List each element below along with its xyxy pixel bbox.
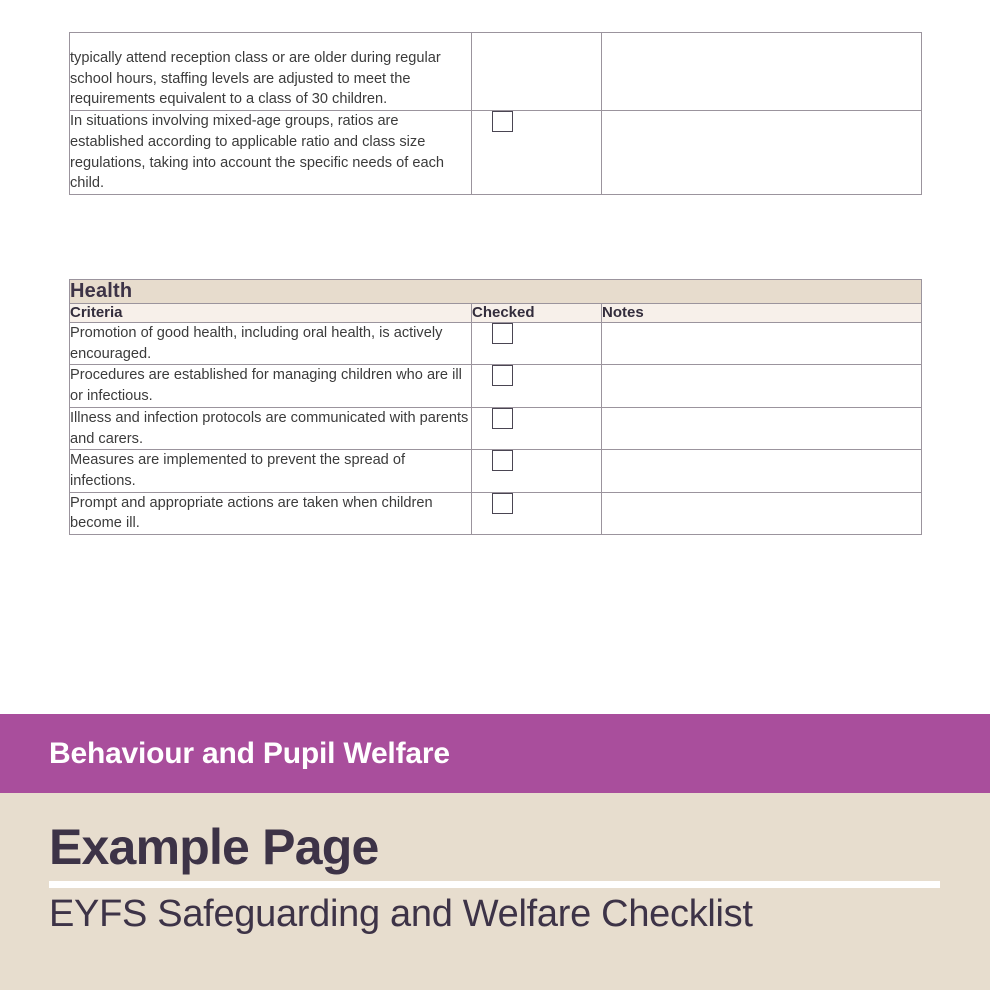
checkbox[interactable]: [492, 450, 513, 471]
notes-cell[interactable]: [602, 492, 922, 534]
ratios-continuation-table: [69, 32, 922, 195]
column-header-checked: Checked: [472, 304, 602, 323]
criteria-cell: Procedures are established for managing children who are ill or infectious.: [70, 365, 472, 407]
criteria-cell: In situations involving mixed-age groups, ratios are established according to applicable ratio and class size regulations, taking into account the specific needs of each child.: [70, 111, 472, 195]
page-subtitle: EYFS Safeguarding and Welfare Checklist: [49, 893, 753, 935]
table-row: [70, 407, 922, 449]
table-row: [70, 323, 922, 365]
column-header-notes: Notes: [602, 304, 922, 323]
notes-cell[interactable]: [602, 407, 922, 449]
section-title: Health: [70, 280, 133, 302]
criteria-cell: Measures are implemented to prevent the spread of infections.: [70, 450, 472, 492]
notes-cell[interactable]: [602, 323, 922, 365]
column-header-criteria: Criteria: [70, 304, 472, 323]
notes-cell[interactable]: [602, 450, 922, 492]
column-header-row: [70, 304, 922, 323]
checked-cell: [472, 111, 602, 195]
table-row: [70, 33, 922, 111]
checked-cell: [472, 492, 602, 534]
criteria-cell: Illness and infection protocols are communicated with parents and carers.: [70, 407, 472, 449]
checked-cell: [472, 33, 602, 111]
health-checklist-table: [69, 279, 922, 535]
table-row: [70, 450, 922, 492]
criteria-cell: Prompt and appropriate actions are taken when children become ill.: [70, 492, 472, 534]
checked-cell: [472, 407, 602, 449]
checked-cell: [472, 323, 602, 365]
notes-cell[interactable]: [602, 365, 922, 407]
checkbox[interactable]: [492, 111, 513, 132]
section-banner-label: Behaviour and Pupil Welfare: [49, 736, 450, 770]
checkbox[interactable]: [492, 408, 513, 429]
criteria-cell: typically attend reception class or are older during regular school hours, staffing levels are adjusted to meet the requirements equivalent to a class of 30 children.: [70, 33, 472, 111]
notes-cell[interactable]: [602, 111, 922, 195]
checked-cell: [472, 365, 602, 407]
checked-cell: [472, 450, 602, 492]
criteria-cell: Promotion of good health, including oral health, is actively encouraged.: [70, 323, 472, 365]
table-row: [70, 111, 922, 195]
table-row: [70, 365, 922, 407]
checkbox[interactable]: [492, 493, 513, 514]
title-divider: [49, 881, 940, 888]
checkbox[interactable]: [492, 323, 513, 344]
section-banner: [0, 714, 990, 793]
section-header-row: [70, 280, 922, 304]
table-row: [70, 492, 922, 534]
page-footer: [0, 793, 990, 990]
checkbox[interactable]: [492, 365, 513, 386]
notes-cell[interactable]: [602, 33, 922, 111]
page-title: Example Page: [49, 819, 379, 875]
section-header-cell: [70, 280, 922, 304]
